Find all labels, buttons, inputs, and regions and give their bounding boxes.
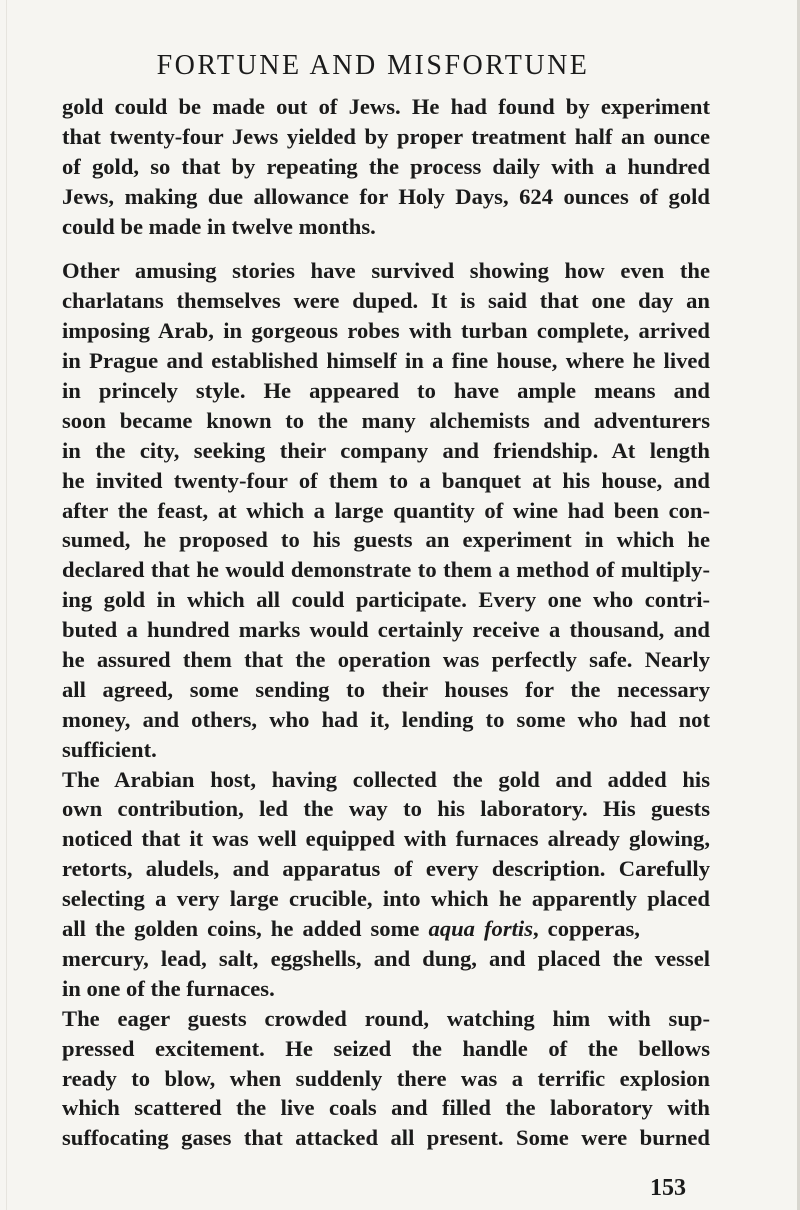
page-left-edge (6, 0, 7, 1210)
paragraph-2 (62, 256, 710, 764)
text-line: after the feast, at which a large quantity of wine had been con- (62, 497, 710, 523)
page-number: 153 (650, 1175, 686, 1201)
text-line: in Prague and established himself in a fine house, where he lived (62, 348, 710, 374)
paragraph-spacer (62, 241, 710, 256)
text-line: Jews, making due allowance for Holy Days, 624 ounces of gold (62, 183, 710, 209)
text-line: mercury, lead, salt, eggshells, and dung, and placed the vessel (62, 945, 710, 971)
text-line: of gold, so that by repeating the process daily with a hundred (62, 153, 710, 179)
body-text (62, 92, 710, 1153)
text-line: all agreed, some sending to their houses for the necessary (62, 676, 710, 702)
text-line: money, and others, who had it, lending to some who had not (62, 706, 710, 732)
running-head: FORTUNE AND MISFORTUNE (156, 50, 590, 81)
text-line: which scattered the live coals and filled the laboratory with (62, 1095, 710, 1121)
text-line: noticed that it was well equipped with furnaces already glowing, (62, 826, 710, 852)
text-fragment: , copperas, (532, 916, 640, 942)
text-line: buted a hundred marks would certainly receive a thousand, and (62, 617, 710, 643)
text-line: he invited twenty-four of them to a banquet at his house, and (62, 467, 710, 493)
text-line: he assured them that the operation was perfectly safe. Nearly (62, 647, 710, 673)
text-line: in princely style. He appeared to have ample means and (62, 378, 710, 404)
text-line: soon became known to the many alchemists and adventurers (62, 407, 710, 433)
text-line: retorts, aludels, and apparatus of every description. Carefully (62, 856, 710, 882)
text-line: charlatans themselves were duped. It is said that one day an (62, 288, 710, 314)
text-line: in the city, seeking their company and friendship. At length (62, 437, 710, 463)
text-line-with-italic (62, 914, 710, 944)
text-line: Other amusing stories have survived showing how even the (62, 258, 710, 284)
text-line: The eager guests crowded round, watching him with sup- (62, 1005, 710, 1031)
text-line: suffocating gases that attacked all present. Some were burned (62, 1125, 710, 1151)
text-line: imposing Arab, in gorgeous robes with turban complete, arrived (62, 318, 710, 344)
text-line: declared that he would demonstrate to them a method of multiply- (62, 557, 710, 583)
text-line: sumed, he proposed to his guests an experiment in which he (62, 527, 710, 553)
text-line: The Arabian host, having collected the gold and added his (62, 766, 710, 792)
text-line: selecting a very large crucible, into which he apparently placed (62, 886, 710, 912)
text-fragment: all the golden coins, he added some (62, 916, 429, 942)
text-line: gold could be made out of Jews. He had found by experiment (62, 94, 710, 119)
text-line: own contribution, led the way to his laboratory. His guests (62, 796, 710, 822)
paragraph-3 (62, 765, 710, 1004)
paragraph-1 (62, 92, 710, 241)
text-line: could be made in twelve months. (62, 213, 376, 239)
text-line: ready to blow, when suddenly there was a terrific explosion (62, 1065, 710, 1091)
text-line: sufficient. (62, 736, 157, 762)
text-line: ing gold in which all could participate. Every one who contri- (62, 587, 710, 613)
paragraph-4 (62, 1004, 710, 1153)
text-line: in one of the furnaces. (62, 975, 275, 1001)
text-line: pressed excitement. He seized the handle of the bellows (62, 1035, 710, 1061)
text-line: that twenty-four Jews yielded by proper treatment half an ounce (62, 123, 710, 149)
italic-phrase: aqua fortis (428, 916, 533, 942)
